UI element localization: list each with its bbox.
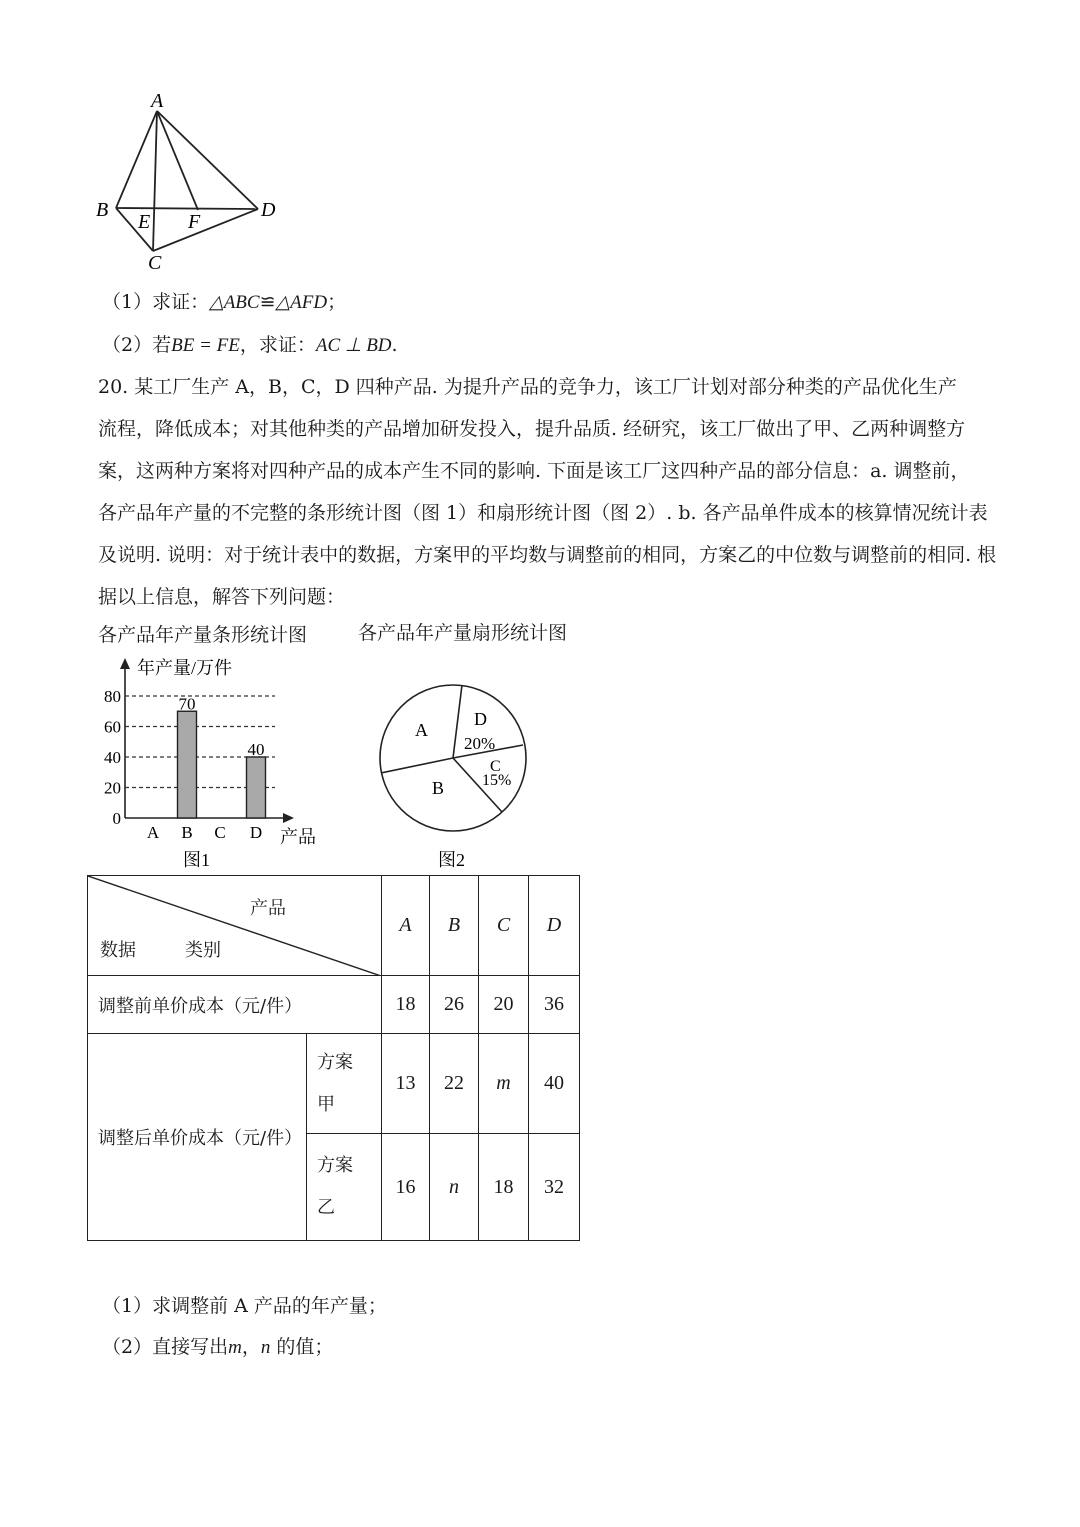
- plan-jia-line2: 甲: [317, 1093, 335, 1115]
- y-tick-label: 0: [112, 809, 121, 828]
- x-tick-label-B: B: [181, 823, 193, 842]
- q20-q2-n: n: [260, 1337, 271, 1358]
- q20-q2-prefix: （2）直接写出: [102, 1336, 229, 1358]
- label-C: C: [148, 252, 162, 274]
- label-F: F: [188, 211, 201, 233]
- y-tick-label: 60: [104, 717, 121, 737]
- y-tick-label: 40: [104, 748, 121, 767]
- row-before-label: 调整前单价成本（元/件）: [88, 976, 382, 1034]
- bar-D: [247, 757, 266, 818]
- y-tick-label: 80: [104, 687, 121, 706]
- q20-paragraph: [98, 366, 998, 618]
- label-D: D: [261, 199, 276, 221]
- tri-afd: △AFD: [275, 292, 328, 313]
- q20-line: 各产品年产量的不完整的条形统计图（图 1）和扇形统计图（图 2）. b. 各产品单件成本的核算情况统计表: [98, 502, 988, 524]
- plan-yi-line1: 方案: [317, 1155, 353, 1176]
- col-header-C: C: [479, 876, 529, 976]
- table-cell: 13: [382, 1034, 430, 1134]
- q19-part2-prefix: （2）若: [102, 334, 172, 356]
- table-cell: 18: [382, 976, 430, 1034]
- geometry-figure: [90, 88, 290, 278]
- bar-chart-caption: 图1: [183, 850, 210, 870]
- q20-line: 及说明. 说明：对于统计表中的数据，方案甲的平均数与调整前的相同，方案乙的中位数与调整前的相同. 根: [98, 544, 997, 566]
- q20-question-2: [102, 1336, 333, 1359]
- table-cell: 32: [529, 1134, 580, 1241]
- col-header-B: B: [430, 876, 479, 976]
- table-cell: 36: [529, 976, 580, 1034]
- pie-value-D: 20%: [464, 734, 496, 753]
- pie-chart-caption: 图2: [438, 850, 465, 870]
- q20-question-1: （1）求调整前 A 产品的年产量；: [102, 1295, 387, 1317]
- corner-data: 数据: [100, 940, 136, 961]
- bar-chart: [92, 652, 332, 874]
- corner-category: 类别: [185, 940, 221, 961]
- q20-line: 案，这两种方案将对四种产品的成本产生不同的影响. 下面是该工厂这四种产品的部分信息：a. 调整前，: [98, 460, 970, 482]
- q20-line: 流程，降低成本；对其他种类的产品增加研发投入，提升品质. 经研究，该工厂做出了甲、乙两种调整方: [98, 418, 966, 440]
- pie-label-D: D: [474, 709, 487, 729]
- q20-q2-suffix: 的值；: [270, 1336, 334, 1358]
- tri-abc: △ABC: [209, 292, 260, 313]
- pie-label-B: B: [432, 778, 445, 798]
- q20-q2-m: m: [228, 1337, 242, 1358]
- q19-part2: [102, 334, 398, 357]
- q19-condition: BE = FE: [171, 335, 240, 356]
- pie-divider-b-a: [381, 758, 453, 773]
- pie-label-A: A: [415, 720, 428, 740]
- bar-chart-title: 各产品年产量条形统计图: [98, 624, 308, 646]
- col-header-A: A: [382, 876, 430, 976]
- label-A: A: [151, 90, 164, 112]
- bar-B: [178, 711, 197, 818]
- q19-part2-mid: ，求证：: [239, 334, 316, 356]
- table-cell: 26: [430, 976, 479, 1034]
- q19-part1: [102, 291, 346, 314]
- table-cell: 16: [382, 1134, 430, 1241]
- cost-table: [87, 875, 580, 1241]
- table-cell: 40: [529, 1034, 580, 1134]
- x-tick-label-D: D: [249, 823, 263, 842]
- table-cell-n: n: [430, 1134, 479, 1241]
- table-cell-m: m: [479, 1034, 529, 1134]
- label-B: B: [96, 199, 109, 221]
- q19-part2-suffix: .: [391, 334, 398, 356]
- bar-value-label-B: 70: [178, 694, 196, 714]
- pie-chart: [370, 680, 540, 875]
- table-cell: 18: [479, 1134, 529, 1241]
- corner-product: 产品: [250, 898, 286, 919]
- x-axis-label: 产品: [280, 827, 316, 847]
- table-cell: 20: [479, 976, 529, 1034]
- x-tick-label-C: C: [214, 823, 226, 842]
- pie-chart-title: 各产品年产量扇形统计图: [358, 622, 568, 644]
- q20-line: 20. 某工厂生产 A，B，C，D 四种产品. 为提升产品的竞争力，该工厂计划对部分种类的产品优化生产: [98, 376, 957, 398]
- q19-part1-prefix: （1）求证：: [102, 291, 210, 313]
- pie-label-C: C: [490, 758, 501, 775]
- congruent-symbol: ≌: [259, 291, 276, 313]
- table-cell: 22: [430, 1034, 479, 1134]
- table-corner: [88, 876, 382, 976]
- pie-divider-a-d: [453, 685, 462, 758]
- q20-q2-sep: ，: [241, 1336, 261, 1358]
- x-tick-label-A: A: [146, 823, 160, 842]
- row-after-label: 调整后单价成本（元/件）: [88, 1034, 307, 1241]
- plan-jia-label: [307, 1034, 382, 1134]
- y-tick-label: 20: [104, 778, 121, 798]
- plan-yi-line2: 乙: [317, 1197, 335, 1218]
- q20-line: 据以上信息，解答下列问题：: [98, 586, 346, 608]
- q19-conclusion: AC ⊥ BD: [315, 335, 392, 356]
- plan-jia-line1: 方案: [317, 1051, 353, 1073]
- bar-value-label-D: 40: [247, 740, 265, 759]
- pie-value-C: 15%: [482, 772, 512, 789]
- plan-yi-label: [307, 1134, 382, 1241]
- label-E: E: [138, 211, 151, 233]
- col-header-D: D: [529, 876, 580, 976]
- y-axis-arrow: [120, 658, 130, 669]
- y-axis-label: 年产量/万件: [137, 658, 233, 678]
- q19-part1-suffix: ；: [327, 291, 347, 313]
- x-axis-arrow: [283, 813, 294, 823]
